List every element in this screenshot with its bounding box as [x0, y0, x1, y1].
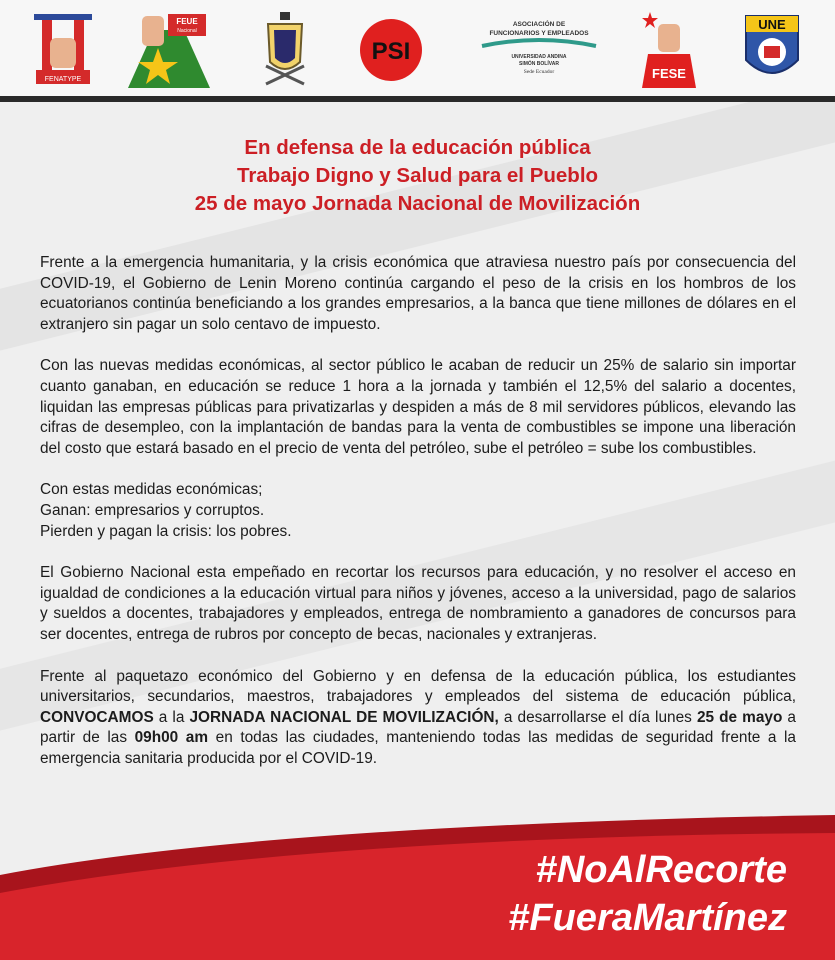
feue-logo [128, 10, 210, 90]
header-divider [0, 96, 835, 102]
date-bold: 25 de mayo [696, 708, 783, 726]
convocamos-bold: CONVOCAMOS [40, 708, 154, 726]
paragraph-3-line-2: Ganan: empresarios y corruptos. [40, 501, 265, 519]
asociacion-logo [474, 10, 604, 90]
paragraph-5 [40, 667, 796, 770]
p5-text: a desarrollarse el día lunes [498, 708, 697, 726]
svg-text:SIMÓN BOLÍVAR: SIMÓN BOLÍVAR [519, 61, 559, 67]
fese-logo [640, 10, 698, 90]
hashtags [508, 846, 787, 942]
paragraph-3-line-1: Con estas medidas económicas; [40, 481, 263, 499]
une-logo [740, 10, 804, 90]
university-crest-logo [262, 10, 308, 90]
title-line-3: 25 de mayo Jornada Nacional de Movilización [194, 192, 641, 215]
paragraph-2: Con las nuevas medidas económicas, al sector público le acaban de reducir un 25% de salario sin importar cuanto ganaban, en educación se reduce 1 hora a la jornada y también el 12,5% del salario a docentes, liquidan las empresas públicas para privatizarlas y despiden a más de 8 mil servidores públicos, elevando las cifras de desempleo, con la implantación de bandas para la venta de combustibles se impone una liberación del costo que estará basado en el precio de venta del petróleo, sube el petróleo = sube los combustibles. [40, 357, 796, 457]
psi-logo [358, 10, 424, 90]
svg-text:UNIVERSIDAD ANDINA: UNIVERSIDAD ANDINA [511, 54, 567, 60]
paragraph-1: Frente a la emergencia humanitaria, y la crisis económica que atraviesa nuestro país por consecuencia del COVID-19, el Gobierno de Lenin Moreno continúa cargando el peso de la crisis en los hombros de los ecuatorianos continúa beneficiando a los grandes empresarios, a la banca que tiene millones de dólares en el extranjero sin pagar un solo centavo de impuesto. [40, 254, 796, 333]
paragraph-3-line-3: Pierden y pagan la crisis: los pobres. [40, 522, 292, 540]
p5-text: a partir de las [40, 708, 796, 747]
svg-text:Nacional: Nacional [177, 28, 197, 34]
paragraph-4: El Gobierno Nacional esta empeñado en recortar los recursos para educación, y no resolver el acceso en igualdad de condiciones a la educación virtual para niños y jóvenes, acceso a la universidad, pago de salarios y sueldos a docentes, trabajadores y empleados, entrega de nombramiento a ganadores de concursos para ser docentes, entrega de rubros por concepto de becas, nacionales y extranjeras. [40, 564, 796, 643]
svg-text:PSI: PSI [371, 38, 411, 65]
svg-text:ASOCIACIÓN DE: ASOCIACIÓN DE [512, 21, 566, 28]
jornada-bold: JORNADA NACIONAL DE MOVILIZACIÓN, [189, 708, 499, 726]
svg-text:FEUE: FEUE [176, 17, 198, 26]
fenatype-logo [30, 10, 96, 90]
hashtag-fuera-martinez: #FueraMartínez [508, 897, 787, 939]
page-title [0, 134, 835, 218]
svg-text:UNE: UNE [758, 17, 786, 32]
p5-text: Frente al paquetazo económico del Gobierno y en defensa de la educación pública, los estudiantes universitarios, secundarios, maestros, trabajadores y empleados del sistema de educación pública, [40, 667, 796, 706]
p5-text: en todas las ciudades, manteniendo todas las medidas de seguridad frente a la emergencia sanitaria producida por el COVID-19. [40, 729, 796, 767]
svg-text:FUNCIONARIOS Y EMPLEADOS: FUNCIONARIOS Y EMPLEADOS [489, 30, 589, 37]
svg-text:FENATYPE: FENATYPE [44, 76, 82, 83]
logo-bar [0, 0, 835, 96]
svg-text:FESE: FESE [652, 66, 686, 81]
statement-body [40, 253, 796, 790]
svg-text:Sede Ecuador: Sede Ecuador [523, 69, 555, 75]
paragraph-3 [40, 480, 796, 542]
p5-text: a la [153, 708, 190, 726]
hashtag-no-al-recorte: #NoAlRecorte [535, 849, 787, 891]
title-line-1: En defensa de la educación pública [244, 136, 591, 159]
time-bold: 09h00 am [134, 729, 209, 747]
title-line-2: Trabajo Digno y Salud para el Pueblo [236, 164, 599, 187]
